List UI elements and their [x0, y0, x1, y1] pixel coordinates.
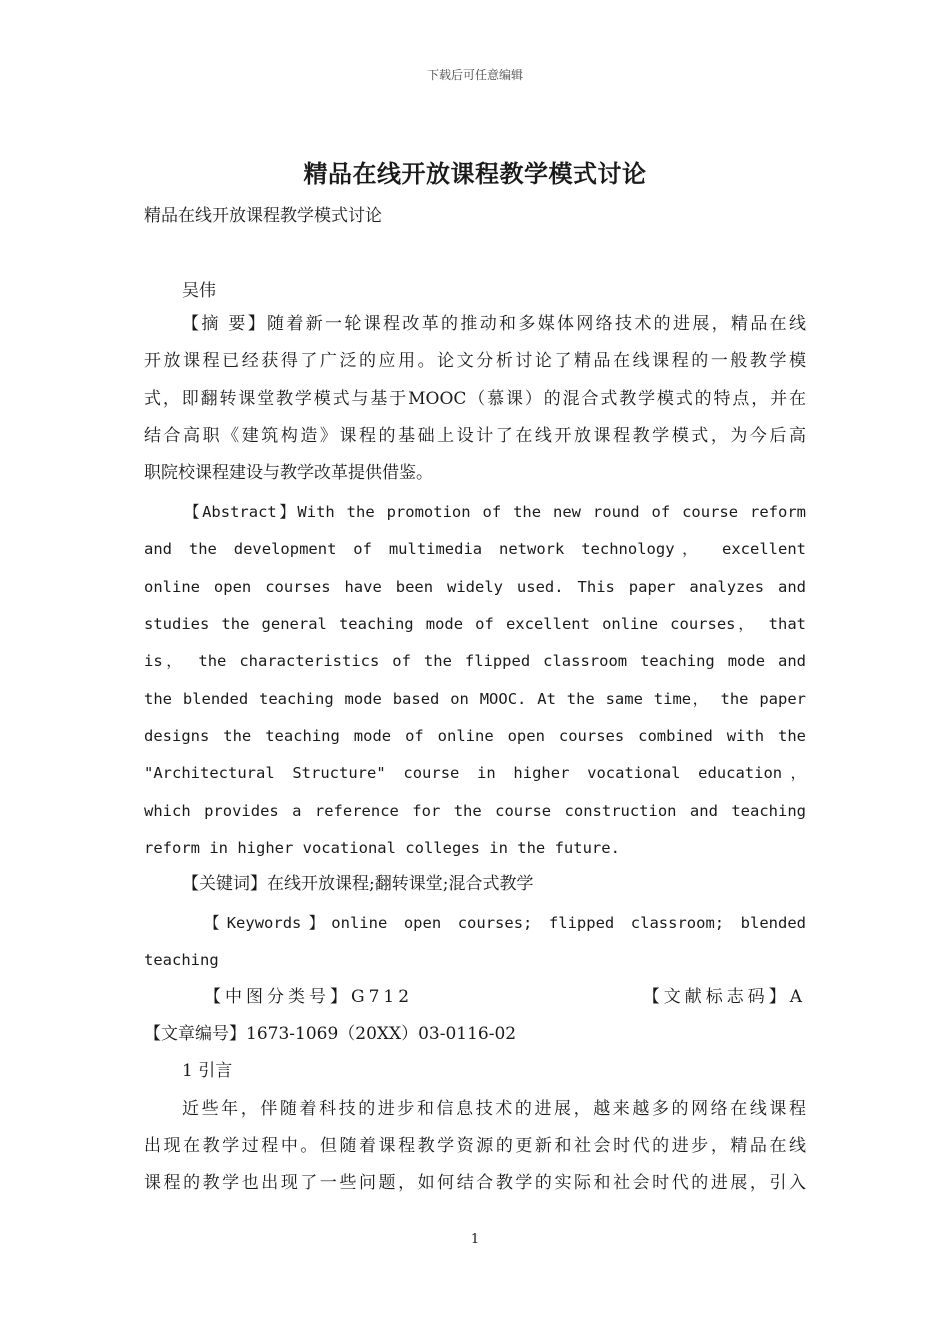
abstract-cn-line: 开放课程已经获得了广泛的应用。论文分析讨论了精品在线课程的一般教学模 — [144, 351, 806, 371]
abstract-cn-line: 【摘 要】随着新一轮课程改革的推动和多媒体网络技术的进展，精品在线 — [182, 314, 806, 334]
abstract-en-line: which provides a reference for the course construction and teaching — [144, 802, 806, 820]
article-number: 【文章编号】1673-1069（20XX）03-0116-02 — [144, 1024, 517, 1044]
intro-line: 出现在教学过程中。但随着课程教学资源的更新和社会时代的进步，精品在线 — [144, 1136, 806, 1156]
abstract-cn-line: 式，即翻转课堂教学模式与基于MOOC（慕课）的混合式教学模式的特点，并在 — [144, 389, 806, 409]
author-name: 吴伟 — [182, 281, 216, 301]
abstract-en-line: the blended teaching mode based on MOOC. At the same time， the paper — [144, 690, 806, 708]
abstract-en-line: studies the general teaching mode of excellent online courses， that — [144, 615, 806, 633]
keywords-cn: 【关键词】在线开放课程;翻转课堂;混合式教学 — [182, 874, 534, 894]
section-heading: 1 引言 — [182, 1061, 233, 1081]
page-number: 1 — [470, 1232, 480, 1247]
keywords-en-line: 【Keywords】online open courses; flipped classroom; blended — [204, 914, 806, 932]
document-code: 【文献标志码】A — [642, 987, 806, 1007]
abstract-en-line: and the development of multimedia network technology， excellent — [144, 540, 806, 558]
document-title: 精品在线开放课程教学模式讨论 — [303, 159, 647, 188]
abstract-cn-line: 结合高职《建筑构造》课程的基础上设计了在线开放课程教学模式，为今后高 — [144, 426, 806, 446]
abstract-en-line: 【Abstract】With the promotion of the new round of course reform — [184, 503, 806, 521]
abstract-en-line: is， the characteristics of the flipped classroom teaching mode and — [144, 652, 806, 670]
abstract-en-line: designs the teaching mode of online open courses combined with the — [144, 727, 806, 745]
document-subtitle: 精品在线开放课程教学模式讨论 — [144, 206, 382, 226]
page-header: 下载后可任意编辑 — [426, 68, 523, 82]
keywords-en-line: teaching — [144, 951, 219, 969]
intro-line: 近些年，伴随着科技的进步和信息技术的进展，越来越多的网络在线课程 — [182, 1099, 806, 1119]
abstract-en-line: "Architectural Structure" course in higher vocational education， — [144, 764, 806, 782]
abstract-cn-line: 职院校课程建设与教学改革提供借鉴。 — [144, 463, 433, 483]
abstract-en-line: reform in higher vocational colleges in the future. — [144, 839, 620, 857]
classification-number: 【中图分类号】G712 — [204, 987, 414, 1007]
abstract-en-line: online open courses have been widely used. This paper analyzes and — [144, 578, 806, 596]
intro-line: 课程的教学也出现了一些问题，如何结合教学的实际和社会时代的进展，引入 — [144, 1173, 806, 1193]
